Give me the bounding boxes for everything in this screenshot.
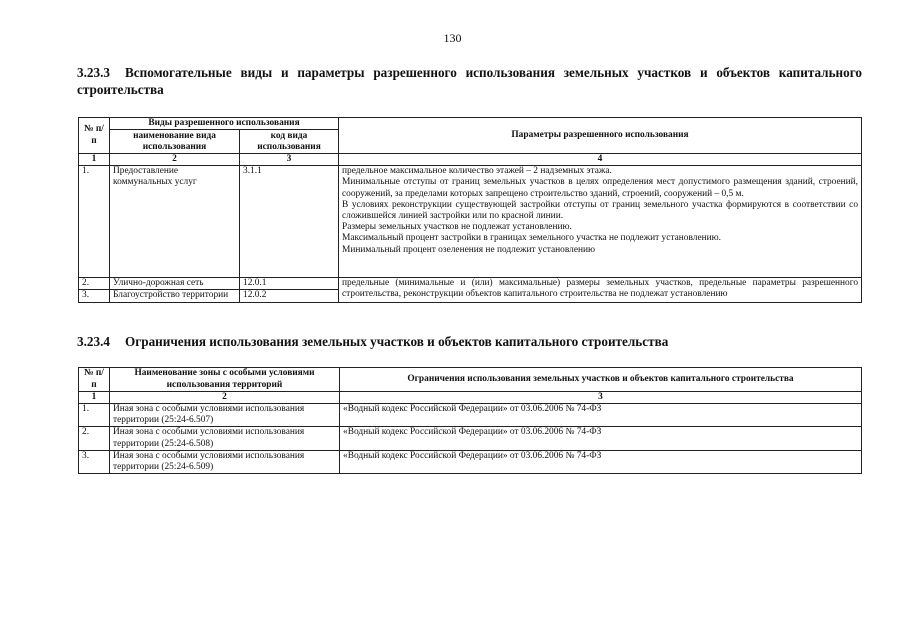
restriction-text: «Водный кодекс Российской Федерации» от 03.06.2006 № 74-ФЗ <box>340 427 862 450</box>
permitted-use-table <box>78 117 862 303</box>
restrictions-table <box>78 367 862 474</box>
param-line: предельные (минимальные и (или) максимальные) размеры земельных участков, предельные параметры разрешенного строительства, реконструкции объектов капитального строительства не подлежат установлению <box>342 278 859 300</box>
index-cell: 1 <box>79 154 110 166</box>
use-code: 3.1.1 <box>240 166 339 278</box>
param-line: Максимальный процент застройки в границах земельного участка не подлежит установлению. <box>342 233 721 244</box>
row-num: 1. <box>79 404 110 427</box>
section-title: Ограничения использования земельных участков и объектов капитального строительства <box>125 334 669 349</box>
param-line: В условиях реконструкции существующей застройки отступы от границ земельного участка формируются в соответствии со сложившейся линией застройки или по красной линии. <box>342 199 859 222</box>
zone-name: Иная зона с особыми условиями использования территории (25:24-6.507) <box>110 404 340 427</box>
col-restrictions-header: Ограничения использования земельных участков и объектов капитального строительства <box>340 368 862 392</box>
row-num: 3. <box>79 290 110 302</box>
row-num: 2. <box>79 278 110 290</box>
col-name-header: наименование вида использования <box>110 130 240 154</box>
use-code: 12.0.2 <box>240 290 339 302</box>
restriction-text: «Водный кодекс Российской Федерации» от 03.06.2006 № 74-ФЗ <box>340 404 862 427</box>
table-row <box>79 450 862 473</box>
page-number: 130 <box>443 31 462 45</box>
params-cell <box>339 166 862 278</box>
table-row <box>79 427 862 450</box>
col-num-header: № п/п <box>79 368 110 392</box>
section-number: 3.23.4 <box>77 334 110 349</box>
use-name: Предоставление коммунальных услуг <box>110 166 240 278</box>
col-params-header: Параметры разрешенного использования <box>339 118 862 154</box>
section-number: 3.23.3 <box>77 65 110 80</box>
index-cell: 1 <box>79 392 110 404</box>
section-heading-3-23-3 <box>77 64 862 98</box>
row-num: 2. <box>79 427 110 450</box>
table-row <box>79 166 862 278</box>
row-num: 1. <box>79 166 110 278</box>
param-line: предельное максимальное количество этажей – 2 надземных этажа. <box>342 166 612 177</box>
index-cell: 3 <box>240 154 339 166</box>
param-line: Минимальный процент озеленения не подлежит установлению <box>342 244 596 255</box>
zone-name: Иная зона с особыми условиями использования территории (25:24-6.509) <box>110 450 340 473</box>
param-line: Размеры земельных участков не подлежат установлению. <box>342 222 572 233</box>
col-code-header: код вида использования <box>240 130 339 154</box>
row-num: 3. <box>79 450 110 473</box>
index-cell: 2 <box>110 392 340 404</box>
param-line: Минимальные отступы от границ земельных участков в целях определения мест допустимого размещения зданий, строений, сооружений, за пределами которых запрещено строительство зданий, строений, сооружений – 0,5 м. <box>342 177 859 199</box>
restriction-text: «Водный кодекс Российской Федерации» от 03.06.2006 № 74-ФЗ <box>340 450 862 473</box>
use-name: Улично-дорожная сеть <box>110 278 240 290</box>
index-cell: 4 <box>339 154 862 166</box>
section-title: Вспомогательные виды и параметры разрешенного использования земельных участков и объектов капитального строительства <box>77 65 862 97</box>
use-code: 12.0.1 <box>240 278 339 290</box>
table-row <box>79 404 862 427</box>
section-heading-3-23-4 <box>77 333 862 350</box>
col-num-header: № п/п <box>79 118 110 154</box>
params-cell <box>339 278 862 302</box>
index-cell: 3 <box>340 392 862 404</box>
col-zone-header: Наименование зоны с особыми условиями использования территорий <box>110 368 340 392</box>
zone-name: Иная зона с особыми условиями использования территории (25:24-6.508) <box>110 427 340 450</box>
group-header-use-types: Виды разрешенного использования <box>110 118 339 130</box>
table-row <box>79 278 862 290</box>
use-name: Благоустройство территории <box>110 290 240 302</box>
index-cell: 2 <box>110 154 240 166</box>
